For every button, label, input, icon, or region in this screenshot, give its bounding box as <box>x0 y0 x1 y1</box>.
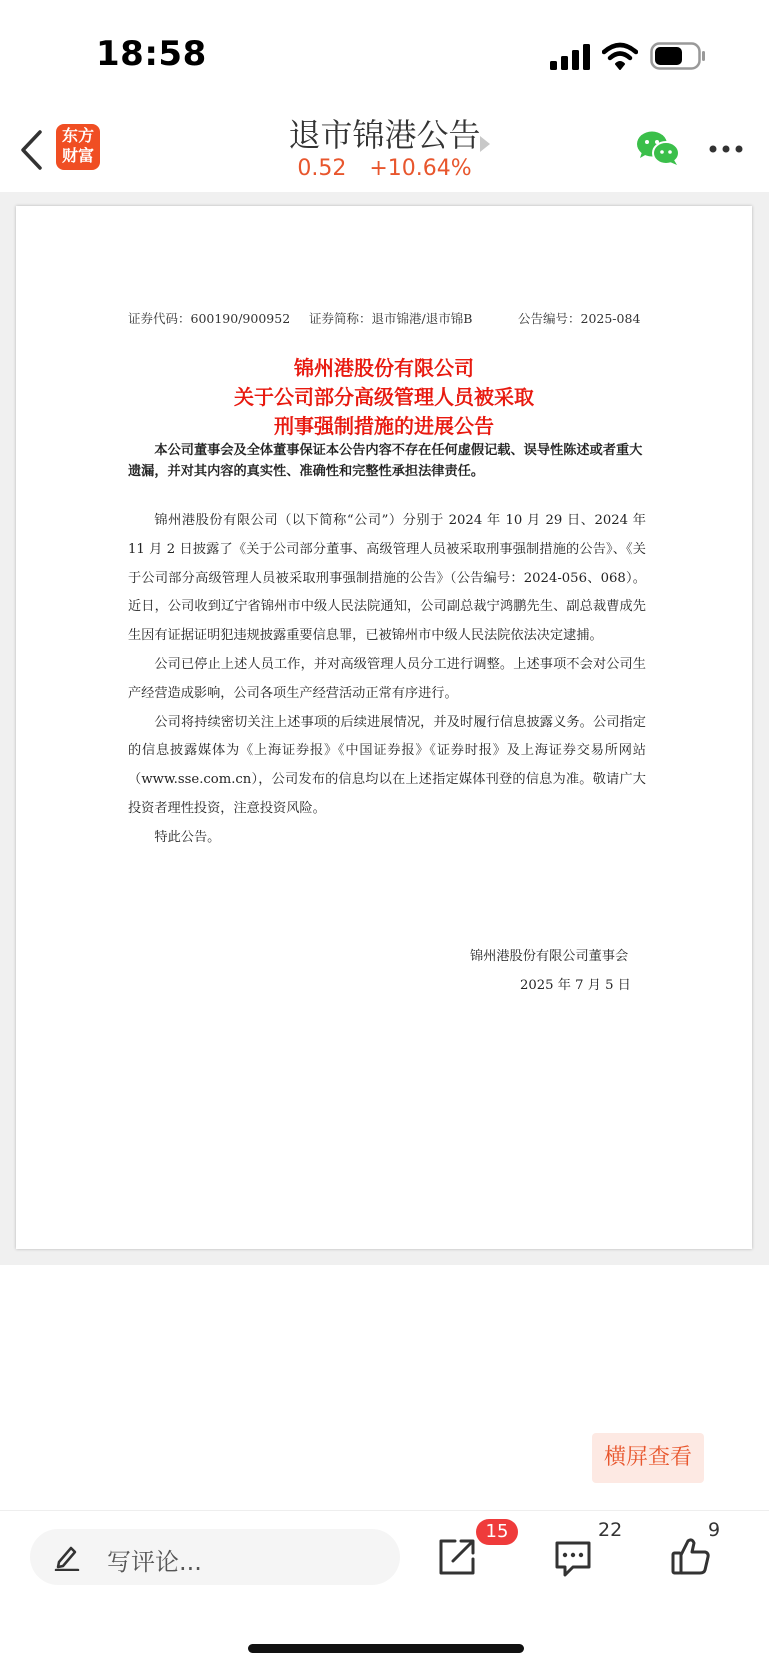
page-title: 退市锦港公告 <box>288 116 481 154</box>
title-line: 关于公司部分高级管理人员被采取 <box>234 385 534 409</box>
comment-count: 22 <box>598 1519 623 1541</box>
stock-change: +10.64% <box>369 156 472 181</box>
nav-header <box>0 110 769 190</box>
share-count-badge: 15 <box>476 1519 518 1545</box>
body-paragraph: 公司将持续密切关注上述事项的后续进展情况，并及时履行信息披露义务。公司指定的信息披露媒体为《上海证券报》《中国证券报》《证券时报》及上海证券交易所网站（www.sse.com.cn），公司发布的信息均以在上述指定媒体刊登的信息为准。敬请广大投资者理性投资，注意投资风险。 <box>128 714 646 816</box>
board-disclaimer: 本公司董事会及全体董事保证本公告内容不存在任何虚假记载、误导性陈述或者重大遗漏，并对其内容的真实性、准确性和完整性承担法律责任。 <box>128 443 643 479</box>
document-viewer[interactable] <box>0 192 769 1265</box>
share-icon[interactable] <box>437 1537 477 1577</box>
home-indicator[interactable] <box>248 1644 524 1653</box>
battery-icon <box>650 42 706 70</box>
wifi-icon <box>602 42 638 70</box>
security-short-name: 证券简称：退市锦港/退市锦B <box>309 311 473 326</box>
stock-price: 0.52 <box>297 156 347 181</box>
title-line: 刑事强制措施的进展公告 <box>274 414 494 438</box>
logo-text-line1: 东方 <box>61 126 94 145</box>
like-count: 9 <box>708 1519 721 1541</box>
thumbs-up-icon[interactable] <box>670 1535 712 1577</box>
comment-placeholder: 写评论... <box>107 1548 202 1576</box>
status-time: 18:58 <box>96 34 207 74</box>
bottom-action-bar <box>0 1510 769 1621</box>
body-paragraph: 锦州港股份有限公司（以下简称“公司”）分别于 2024 年 10 月 29 日、2024 年 11 月 2 日披露了《关于公司部分董事、高级管理人员被采取刑事强制措施的公告》、《关于公司部分高级管理人员被采取刑事强制措施的公告》（公告编号：2024-056、068）。近日，公司收到辽宁省锦州市中级人民法院通知，公司副总裁宁鸿鹏先生、副总裁曹成先生因有证据证明犯违规披露重要信息罪，已被锦州市中级人民法院依法决定逮捕。 <box>128 513 646 644</box>
landscape-view-button[interactable]: 横屏查看 <box>592 1433 704 1483</box>
pen-icon <box>54 1543 80 1571</box>
logo-text-line2: 财富 <box>61 146 94 165</box>
more-options-icon[interactable] <box>708 144 744 154</box>
announcement-body <box>128 507 646 853</box>
wechat-share-icon[interactable] <box>636 130 680 166</box>
title-line: 锦州港股份有限公司 <box>294 356 474 380</box>
body-paragraph: 特此公告。 <box>154 829 221 845</box>
announcement-title <box>16 354 752 441</box>
comments-icon[interactable] <box>553 1539 593 1579</box>
play-triangle-icon[interactable] <box>480 136 490 152</box>
body-paragraph: 公司已停止上述人员工作，并对高级管理人员分工进行调整。上述事项不会对公司生产经营造成影响，公司各项生产经营活动正常有序进行。 <box>128 656 646 701</box>
signature-date: 2025 年 7 月 5 日 <box>520 978 631 993</box>
cellular-signal-icon <box>550 44 590 70</box>
announcement-number: 公告编号：2025-084 <box>518 311 641 326</box>
signature-company: 锦州港股份有限公司董事会 <box>470 949 629 964</box>
status-bar <box>0 0 769 100</box>
security-code: 证券代码：600190/900952 <box>128 311 291 326</box>
announcement-page <box>16 206 752 1249</box>
comment-input[interactable] <box>30 1529 400 1585</box>
